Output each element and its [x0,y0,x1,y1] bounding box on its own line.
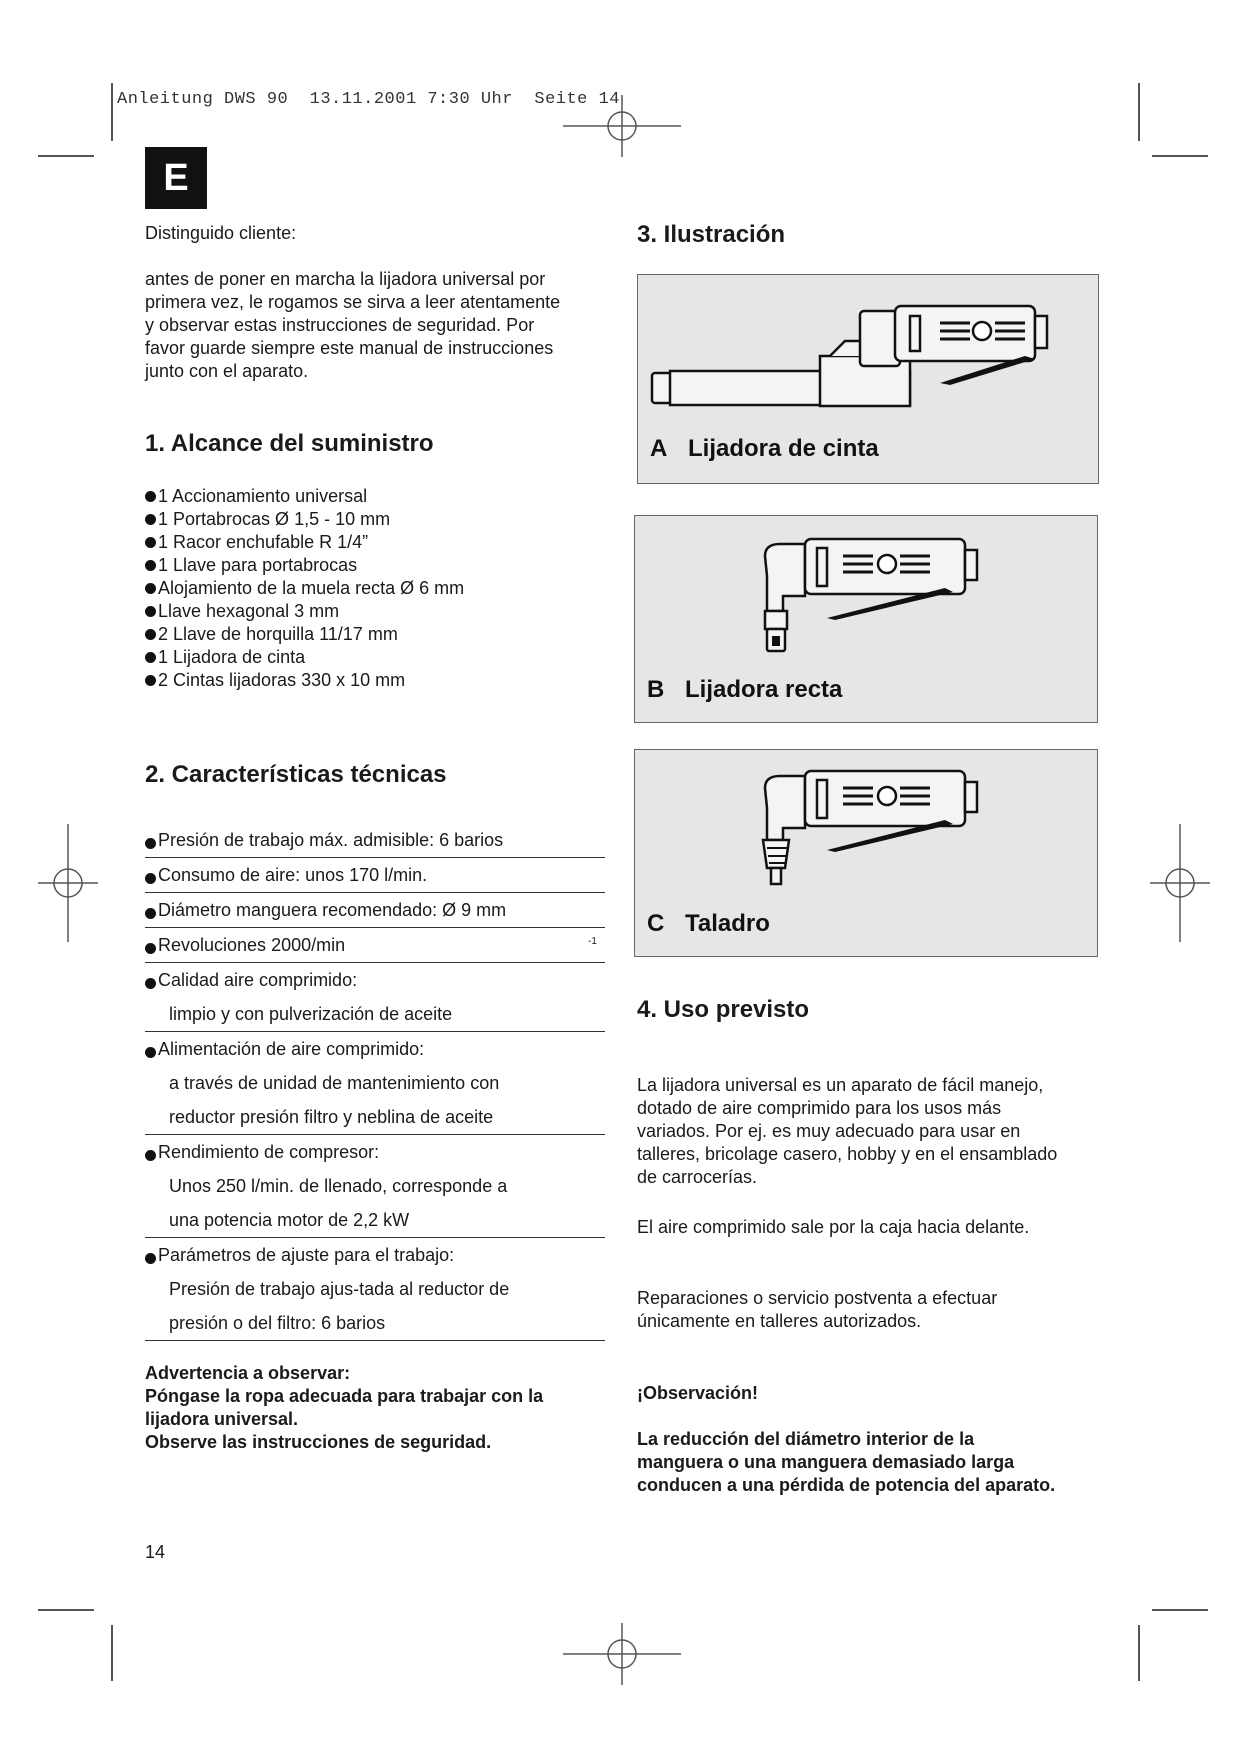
paragraph-line: de carrocerías. [637,1167,758,1187]
figure-caption: B Lijadora recta [647,676,843,703]
crop-mark [1138,1625,1140,1681]
print-header: Anleitung DWS 90 13.11.2001 7:30 Uhr Seite 14 [117,90,620,109]
spec-detail: a través de unidad de mantenimiento con [169,1072,500,1093]
greeting: Distinguido cliente: [145,223,297,243]
bullet-icon [145,1150,156,1161]
spec-detail: Unos 250 l/min. de llenado, corresponde a [169,1175,508,1196]
bullet-icon [145,675,156,686]
section-title-specs: 2. Características técnicas [145,761,447,788]
bullet-icon [145,838,156,849]
spec-row: Consumo de aire: unos 170 l/min. [145,858,605,893]
language-badge: E [145,147,207,209]
warning-line: lijadora universal. [145,1409,299,1429]
paragraph-line: Reparaciones o servicio postventa a efectuar [637,1288,998,1308]
warning-line: Póngase la ropa adecuada para trabajar con la [145,1386,544,1406]
drill-illustration [755,768,985,898]
bullet-icon [145,908,156,919]
list-item: 1 Racor enchufable R 1/4” [145,531,464,554]
specs-table [145,823,605,1341]
spec-row: Diámetro manguera recomendado: Ø 9 mm [145,893,605,928]
figure-a [637,274,1099,484]
list-item: 1 Accionamiento universal [145,485,464,508]
list-item: Alojamiento de la muela recta Ø 6 mm [145,577,464,600]
paragraph-line: talleres, bricolage casero, hobby y en el ensamblado [637,1144,1058,1164]
belt-sander-illustration [650,301,1086,411]
crop-mark [1138,83,1140,141]
list-item: 1 Lijadora de cinta [145,646,464,669]
observation-line: La reducción del diámetro interior de la [637,1429,975,1449]
observation-line: manguera o una manguera demasiado larga [637,1452,1015,1472]
section-title-supply: 1. Alcance del suministro [145,430,434,457]
section-title-intended-use: 4. Uso previsto [637,996,810,1023]
paragraph-line: La lijadora universal es un aparato de fácil manejo, [637,1075,1044,1095]
repair-note [637,1287,997,1333]
crop-mark [38,155,94,157]
spec-row: Calidad aire comprimido: limpio y con pulverización de aceite [145,963,605,1032]
bullet-icon [145,873,156,884]
spec-detail: reductor presión filtro y neblina de aceite [169,1106,494,1127]
warning-title: Advertencia a observar: [145,1363,351,1383]
figure-c [634,749,1098,957]
observation-text [637,1428,1055,1497]
list-item: 1 Portabrocas Ø 1,5 - 10 mm [145,508,464,531]
crop-mark [111,1625,113,1681]
registration-mark-right [1150,824,1210,942]
bullet-icon [145,978,156,989]
observation-title: ¡Observación! [637,1383,759,1403]
figure-b [634,515,1098,723]
figure-caption: C Taladro [647,910,770,937]
section-title-illustration: 3. Ilustración [637,221,786,248]
spec-row: Parámetros de ajuste para el trabajo: Presión de trabajo ajus-tada al reductor de presión o del filtro: 6 barios [145,1238,605,1341]
bullet-icon [145,514,156,525]
list-item: 1 Llave para portabrocas [145,554,464,577]
bullet-icon [145,583,156,594]
spec-row: Presión de trabajo máx. admisible: 6 barios [145,823,605,858]
paragraph-line: dotado de aire comprimido para los usos más [637,1098,1002,1118]
intro-paragraph [145,268,560,383]
warning-block [145,1362,543,1454]
crop-mark [1152,155,1208,157]
spec-detail: Presión de trabajo ajus-tada al reductor de [169,1278,510,1299]
crop-mark [111,83,113,141]
bullet-icon [145,1253,156,1264]
bullet-icon [145,537,156,548]
bullet-icon [145,606,156,617]
bullet-icon [145,1047,156,1058]
bullet-icon [145,629,156,640]
intro-line: favor guarde siempre este manual de instrucciones [145,338,554,358]
observation-line: conducen a una pérdida de potencia del aparato. [637,1475,1056,1495]
supply-list [145,485,464,692]
figure-caption: A Lijadora de cinta [650,435,879,462]
bullet-icon [145,491,156,502]
intro-line: y observar estas instrucciones de seguridad. Por [145,315,535,335]
page-number: 14 [145,1542,166,1562]
paragraph-line: variados. Por ej. es muy adecuado para usar en [637,1121,1021,1141]
spec-row: Revoluciones 2000/min -1 [145,928,605,963]
list-item: Llave hexagonal 3 mm [145,600,464,623]
intro-line: junto con el aparato. [145,361,309,381]
intended-use-paragraph [637,1074,1057,1189]
list-item: 2 Llave de horquilla 11/17 mm [145,623,464,646]
spec-row: Alimentación de aire comprimido: a través de unidad de mantenimiento con reductor presión filtro y neblina de aceite [145,1032,605,1135]
crop-mark [1152,1609,1208,1611]
registration-mark-left [38,824,98,942]
bullet-icon [145,652,156,663]
spec-row: Rendimiento de compresor: Unos 250 l/min. de llenado, corresponde a una potencia motor de 2,2 kW [145,1135,605,1238]
intro-line: primera vez, le rogamos se sirva a leer atentamente [145,292,561,312]
bullet-icon [145,560,156,571]
intro-line: antes de poner en marcha la lijadora universal por [145,269,546,289]
air-outlet-note: El aire comprimido sale por la caja hacia delante. [637,1217,1030,1237]
straight-grinder-illustration [755,536,985,666]
paragraph-line: únicamente en talleres autorizados. [637,1311,922,1331]
spec-detail: limpio y con pulverización de aceite [169,1003,453,1024]
superscript: -1 [588,936,597,947]
list-item: 2 Cintas lijadoras 330 x 10 mm [145,669,464,692]
warning-line: Observe las instrucciones de seguridad. [145,1432,492,1452]
registration-mark-bottom [563,1623,681,1685]
spec-detail: una potencia motor de 2,2 kW [169,1209,410,1230]
crop-mark [38,1609,94,1611]
spec-detail: presión o del filtro: 6 barios [169,1312,386,1333]
bullet-icon [145,943,156,954]
